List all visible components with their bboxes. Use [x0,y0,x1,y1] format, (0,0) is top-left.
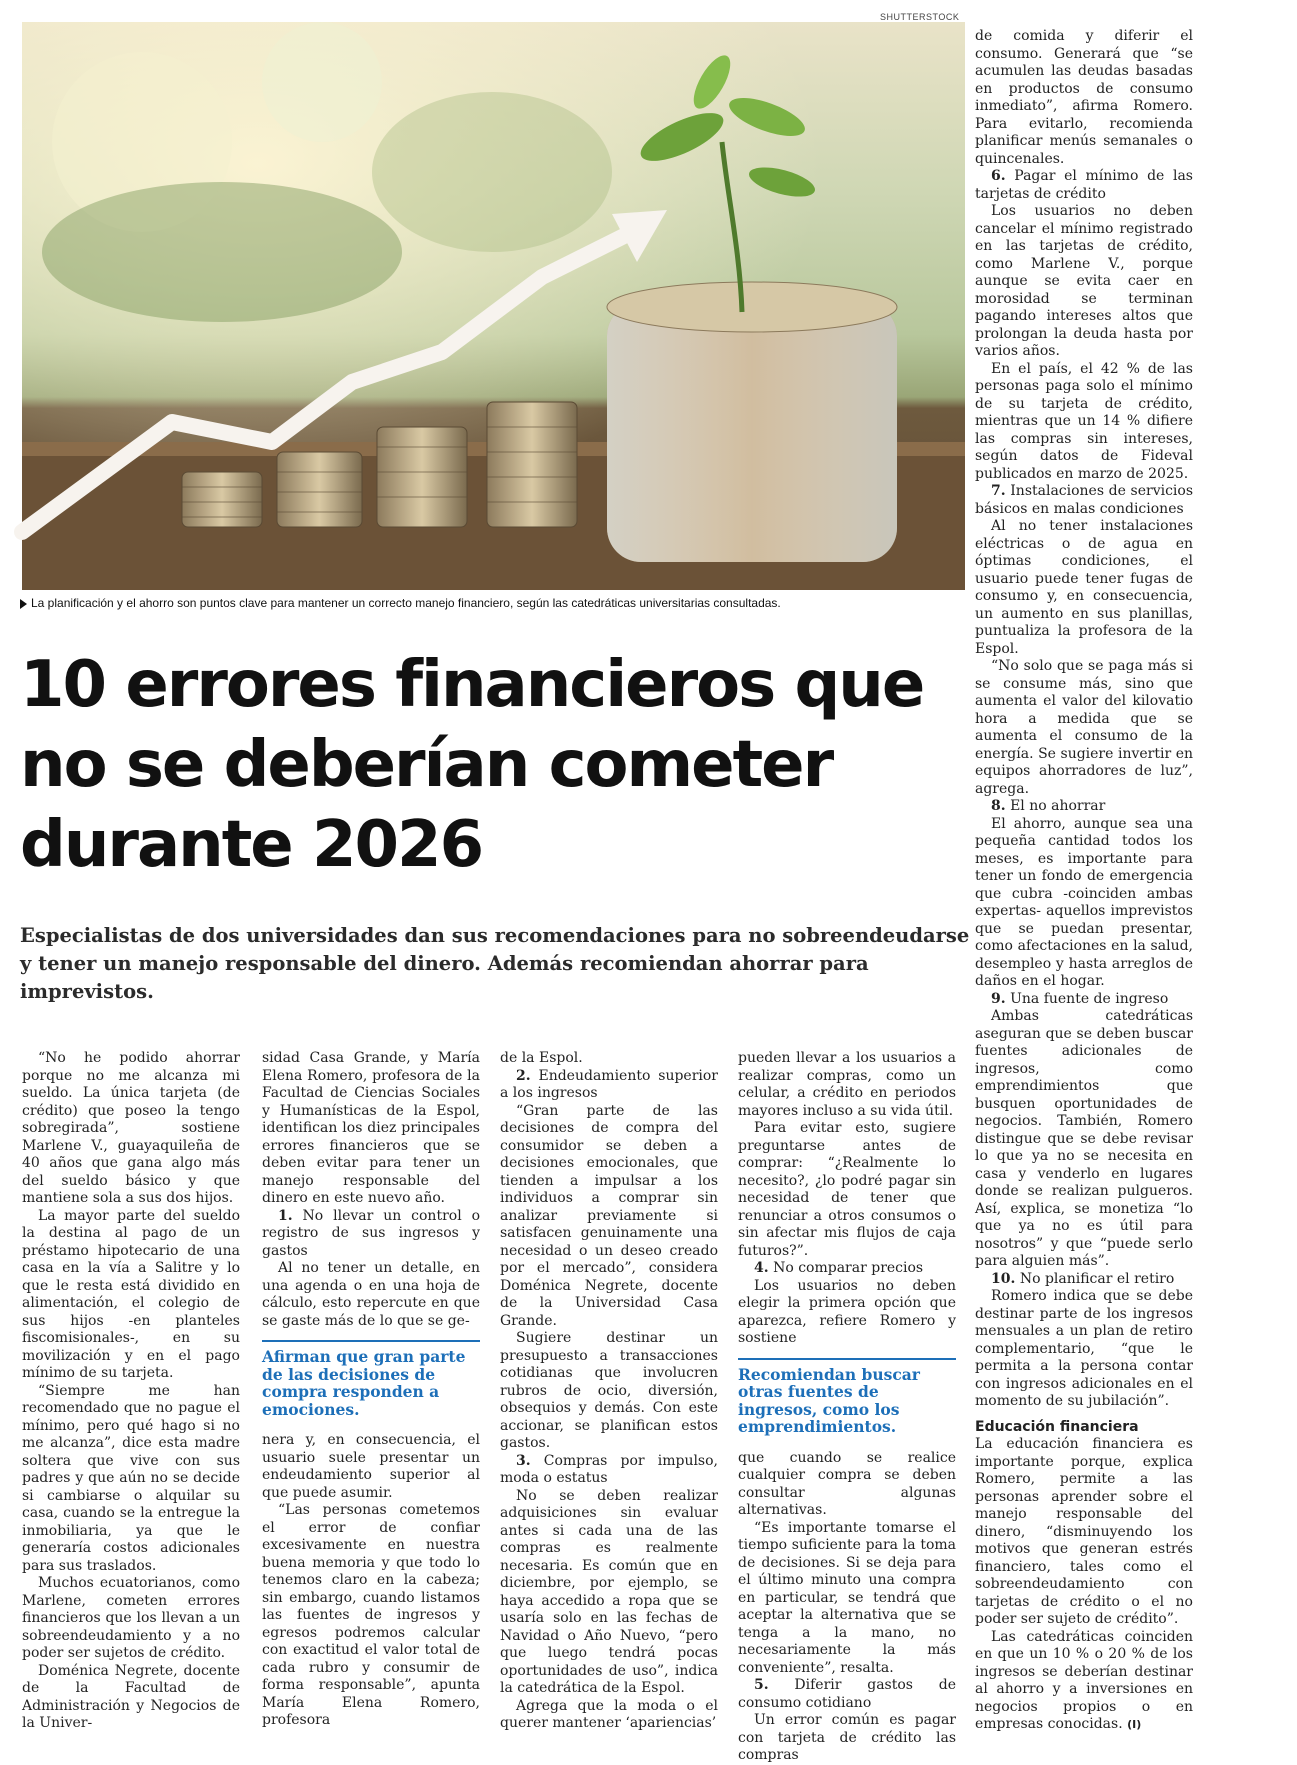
pull-quote-rule [262,1340,480,1342]
subhead-5 [738,1677,956,1712]
paragraph: de la Espol. [500,1050,583,1066]
subhead-title: El no ahorrar [1010,798,1106,814]
column-2 [262,1050,480,1730]
paragraph: Romero indica que se debe destinar parte de los ingresos mensuales a un plan de retiro complementario, “que le permita a la persona contar con ingresos adicionales en el momento de su jubilación”. [975,1288,1193,1409]
pull-quote-text: Recomiendan buscar otras fuentes de ingresos, como los emprendimientos. [738,1364,920,1436]
pull-quote-text: Afirman que gran parte de las decisiones de compra responden a emociones. [262,1347,466,1419]
photo-credit: SHUTTERSTOCK [880,12,960,22]
paragraph: Un error común es pagar con tarjeta de crédito las compras [738,1712,956,1763]
pull-quote-rule [738,1358,956,1360]
paragraph: Para evitar esto, sugiere preguntarse antes de comprar: “¿Realmente lo necesito?, ¿lo podré pagar sin necesidad de tener que renunciar a otros consumos o sin afectar mis flujos de caja futuros?”. [738,1120,956,1259]
section-header: Educación financiera [975,1418,1139,1435]
subhead-1 [262,1208,480,1261]
paragraph: El ahorro, aunque sea una pequeña cantidad todos los meses, es importante para tener un fondo de emergencia que cubra -coinciden ambas expertas- aquellos imprevistos que se puedan presentar, como afectaciones en la salud, desempleo y hasta arreglos de daños en el hogar. [975,815,1193,989]
subhead-number: 9. [991,990,1006,1007]
coins-plant-illustration [22,22,965,590]
subhead-3 [500,1453,718,1488]
paragraph: “Gran parte de las decisiones de compra del consumidor se deben a decisiones emocionales, que tienden a impulsar a los individuos a comprar sin analizar previamente si satisfacen genuinamente una necesidad o un deseo creado por el mercado”, considera Doménica Negrete, docente de la Universidad Casa Grande. [500,1102,718,1329]
subhead-title: No planificar el retiro [1019,1270,1175,1287]
paragraph: Ambas catedráticas aseguran que se deben buscar fuentes adicionales de ingresos, como emprendimientos que busquen oportunidades de negocios. También, Romero distingue que se debe revisar lo que ya no se necesita en casa y venderlo en lugares donde se realizan pulgueros. Así, explica, se monetiza “lo que ya no es útil para nosotros” y que “puede serlo para alguien más”. [975,1008,1193,1269]
subhead-number: 3. [516,1452,531,1469]
paragraph: de comida y diferir el consumo. Generará que “se acumulen las deudas basadas en productos de consumo inmediato”, afirma Romero. Para evitarlo, recomienda planificar menús semanales o quincenales. [975,28,1193,167]
dek: Especialistas de dos universidades dan sus recomendaciones para no sobreendeudarse y tener un manejo responsable del dinero. Además recomiendan ahorrar para imprevistos. [20,924,970,1003]
paragraph: Doménica Negrete, docente de la Facultad de Administración y Negocios de la Univer- [22,1662,240,1731]
subhead-9 [975,991,1193,1009]
paragraph: No se deben realizar adquisiciones sin evaluar antes si cada una de las compras es realmente necesaria. Es común que en diciembre, por ejemplo, se haya accedido a ropa que se usaría solo en las fechas de Navidad o Año Nuevo, “pero que luego tendrá pocas oportunidades de uso”, indica la catedrática de la Espol. [500,1487,718,1696]
paragraph: La mayor parte del sueldo la destina al pago de un préstamo hipotecario de una casa en la vía a Salitre y lo que le resta está dividido en alimentación, el colegio de sus hijos -en planteles fiscomisionales-, en su movilización y en el pago mínimo de su tarjeta. [22,1207,240,1381]
paragraph: Sugiere destinar un presupuesto a transacciones cotidianas que involucren rubros de ocio, diversión, obsequios y demás. Con este accionar, se planifican estos gastos. [500,1330,718,1451]
paragraph: nera y, en consecuencia, el usuario suele presentar un endeudamiento superior al que puede asumir. [262,1432,480,1501]
column-3 [500,1050,718,1733]
paragraph: La educación financiera es importante porque, explica Romero, permite a las personas aprender sobre el manejo responsable del dinero, “disminuyendo los motivos que generan estrés financiero, tales como el sobreendeudamiento con tarjetas de crédito o el no poder ser sujeto de crédito”. [975,1436,1193,1627]
paragraph: Al no tener instalaciones eléctricas o de agua en óptimas condiciones, el usuario puede tener fugas de consumo y, en consecuencia, un aumento en sus planillas, puntualiza la profesora de la Espol. [975,518,1193,657]
subhead-title: Instalaciones de servicios básicos en malas condiciones [975,483,1194,517]
paragraph: Agrega que la moda o el querer mantener ‘apariencias’ [500,1697,718,1731]
subhead-number: 7. [991,483,1006,499]
subhead-title: No comparar precios [773,1260,924,1276]
subhead-number: 5. [754,1677,769,1693]
subhead-number: 10. [991,1270,1016,1287]
caption-arrow-icon [20,599,27,609]
subhead-title: Compras por impulso, moda o estatus [500,1452,718,1486]
subhead-title: No llevar un control o registro de sus ingresos y gastos [262,1207,481,1259]
subhead-4 [738,1260,956,1278]
subhead-number: 4. [754,1260,769,1276]
subhead-7 [975,483,1193,518]
pull-quote [262,1330,480,1432]
end-mark: (I) [1127,1718,1142,1731]
paragraph: que cuando se realice cualquier compra se deben consultar algunas alternativas. [738,1449,956,1518]
subhead-number: 8. [991,798,1006,814]
subhead-title: Diferir gastos de consumo cotidiano [738,1677,956,1711]
paragraph: pueden llevar a los usuarios a realizar compras, como un celular, a crédito en periodos mayores incluso a su vida útil. [738,1050,956,1119]
photo-caption [20,596,970,610]
subhead-title: Una fuente de ingreso [1010,990,1169,1007]
paragraph: “Siempre me han recomendado que no pague el mínimo, pero qué hago si no me alcanza”, dice esta madre soltera que vive con sus padres y que aún no se decide si cambiarse o alquilar su casa, cuando se la entregue la inmobiliaria, ya que le generaría costos adicionales para sus traslados. [22,1382,240,1574]
subhead-number: 2. [516,1067,531,1084]
subhead-2 [500,1068,718,1103]
paragraph: “Es importante tomarse el tiempo suficiente para la toma de decisiones. Si se deja para el último minuto una compra en particular, se tendrá que aceptar la alternativa que se tenga a la mano, no necesariamente la más conveniente”, resalta. [738,1519,956,1676]
hero-photo [22,22,965,590]
paragraph: “No solo que se paga más si se consume más, sino que aumenta el valor del kilovatio hora a medida que se aumenta el consumo de la energía. Se sugiere invertir en equipos ahorradores de luz”, agrega. [975,658,1193,797]
paragraph: sidad Casa Grande, y María Elena Romero, profesora de la Facultad de Ciencias Sociales y Humanísticas de la Espol, identifican los diez principales errores financieros que se deben evitar para tener un manejo responsable del dinero en este nuevo año. [262,1050,480,1206]
subhead-title: Pagar el mínimo de las tarjetas de crédito [975,168,1193,202]
subhead-10 [975,1271,1193,1289]
paragraph: “No he podido ahorrar porque no me alcanza mi sueldo. La única tarjeta (de crédito) que poseo la tengo sobregirada”, sostiene Marlene V., guayaquileña de 40 años que gana algo más del sueldo básico y que mantiene sola a sus dos hijos. [22,1050,240,1206]
paragraph: Muchos ecuatorianos, como Marlene, cometen errores financieros que los llevan a un sobreendeudamiento y a no poder ser sujetos de crédito. [22,1575,240,1661]
paragraph [975,1629,1193,1734]
paragraph: Los usuarios no deben elegir la primera opción que aparezca, refiere Romero y sostiene [738,1277,956,1346]
subhead-number: 1. [278,1207,293,1224]
subhead-title: Endeudamiento superior a los ingresos [500,1067,718,1101]
column-5 [975,28,1193,1734]
subhead-8 [975,798,1193,816]
subhead-6 [975,168,1193,203]
column-4 [738,1050,956,1765]
paragraph: En el país, el 42 % de las personas paga solo el mínimo de su tarjeta de crédito, mientras que un 14 % difiere las compras sin intereses, según datos de Fideval publicados en marzo de 2025. [975,360,1193,482]
paragraph: “Las personas cometemos el error de confiar excesivamente en nuestra buena memoria y que todo lo tenemos claro en la cabeza; sin embargo, cuando listamos las fuentes de ingresos y egresos podremos calcular con exactitud el valor total de cada rubro y consumir de forma responsable”, apunta María Elena Romero, profesora [262,1502,480,1728]
column-1 [22,1050,240,1733]
paragraph: Al no tener un detalle, en una agenda o en una hoja de cálculo, esto repercute en que se gaste más de lo que se ge- [262,1260,480,1329]
paragraph: Los usuarios no deben cancelar el mínimo registrado en las tarjetas de crédito, como Marlene V., porque aunque se evita caer en morosidad se terminan pagando intereses altos que prolongan la deuda hasta por varios años. [975,203,1193,359]
headline: 10 errores financieros que no se deberían cometer durante 2026 [20,648,924,882]
paragraph-text: Las catedráticas coinciden en que un 10 % o 20 % de los ingresos se deberían destinar al ahorro y a inversiones en negocios propios o en empresas conocidas. [975,1628,1193,1732]
pull-quote [738,1348,956,1450]
subhead-number: 6. [991,168,1006,184]
caption-text: La planificación y el ahorro son puntos clave para mantener un correcto manejo financiero, según las catedráticas universitarias consultadas. [31,596,781,610]
